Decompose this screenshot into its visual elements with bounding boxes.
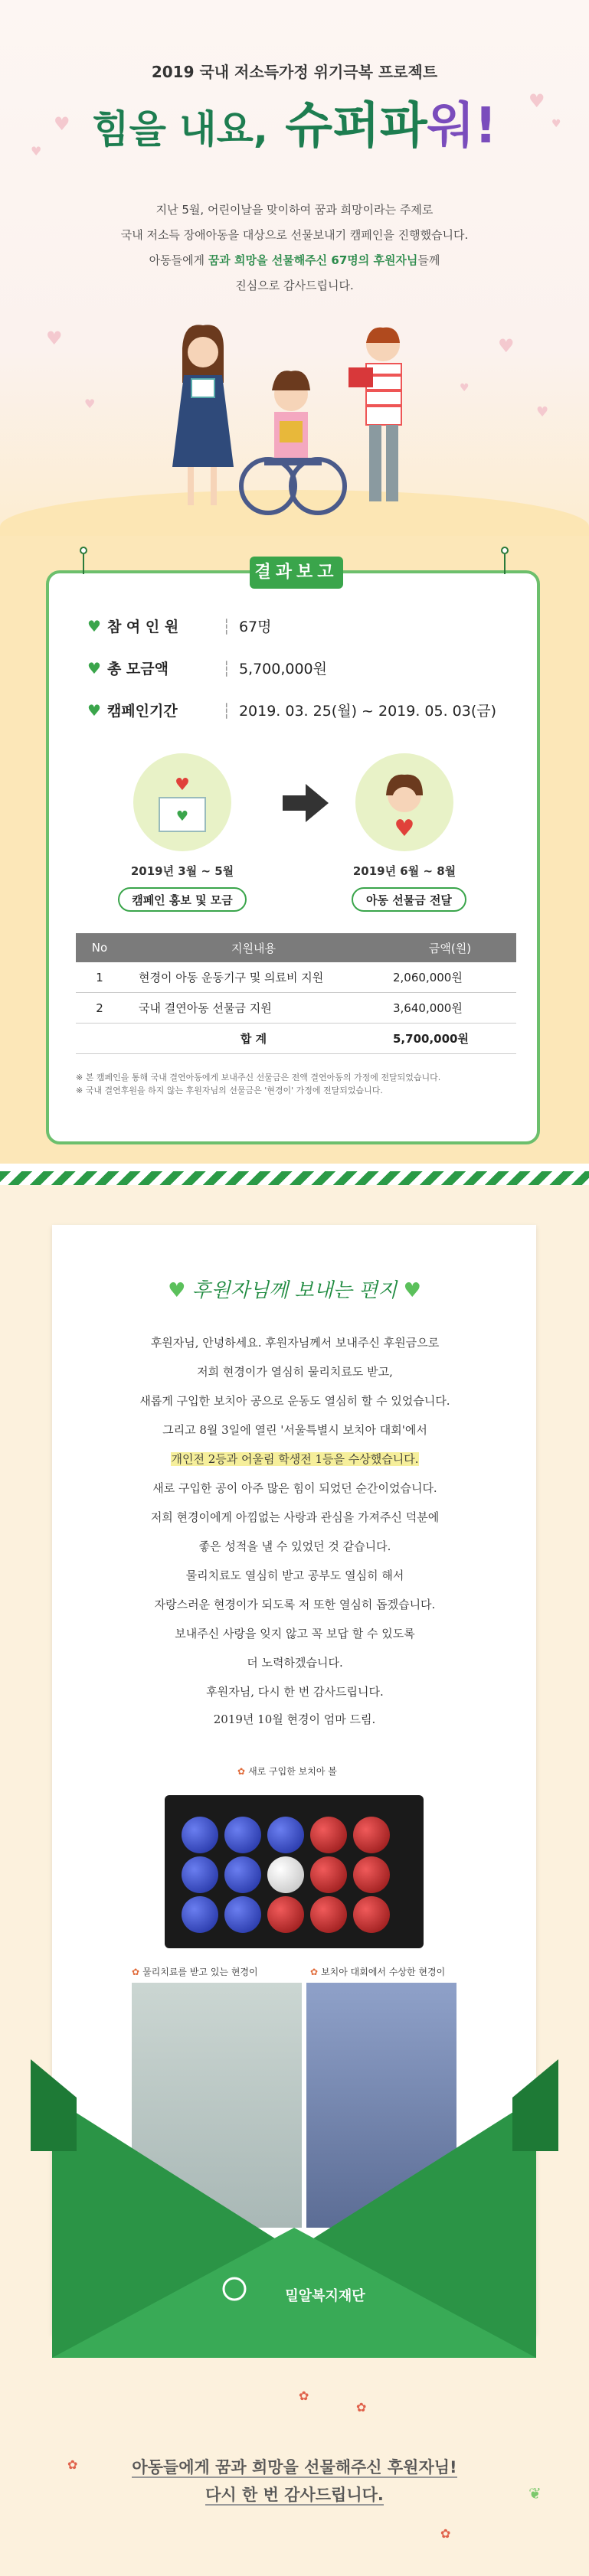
letter-line: 보내주신 사랑을 잊지 않고 꼭 보답 할 수 있도록 bbox=[175, 1627, 415, 1641]
child-gift-icon bbox=[355, 753, 453, 851]
letter-line: 후원자님, 안녕하세요. 후원자님께서 보내주신 후원금으로 bbox=[150, 1336, 440, 1350]
letter-line: 새로 구입한 공이 아주 많은 힘이 되었던 순간이었습니다. bbox=[152, 1481, 437, 1495]
tulip-icon: ✿ bbox=[440, 2526, 451, 2541]
divider-bar: ┆ bbox=[221, 703, 231, 720]
hero-title bbox=[0, 96, 589, 160]
arrow-right-icon bbox=[283, 784, 329, 822]
hero-section bbox=[0, 0, 589, 582]
heart-icon: ♥ bbox=[460, 382, 470, 394]
result-tab: 결과보고 bbox=[250, 557, 343, 589]
heart-icon: ♥ bbox=[46, 328, 63, 349]
letter-highlight: 개인전 2등과 어울림 학생전 1등을 수상했습니다. bbox=[171, 1452, 419, 1466]
heart-icon: ♥ bbox=[84, 397, 96, 411]
heart-icon: ♥ bbox=[536, 404, 549, 420]
letter-signature: 2019년 10월 현경이 엄마 드림. bbox=[213, 1712, 376, 1726]
white-ball bbox=[267, 1856, 304, 1893]
heart-check-icon: ♥ bbox=[87, 701, 101, 720]
hero-description bbox=[0, 198, 589, 299]
info-value: 5,700,000원 bbox=[238, 661, 327, 677]
tulip-icon: ✿ bbox=[299, 2388, 309, 2403]
blue-ball bbox=[182, 1817, 218, 1853]
result-section bbox=[0, 536, 589, 1164]
step2-label: 아동 선물금 전달 bbox=[352, 887, 466, 912]
table-header-row bbox=[76, 933, 516, 962]
blue-ball bbox=[224, 1896, 261, 1933]
svg-text:♥: ♥ bbox=[175, 808, 189, 824]
step2-date: 2019년 6월 ~ 8월 bbox=[352, 864, 456, 878]
red-ball bbox=[353, 1817, 390, 1853]
caption-photo1 bbox=[132, 1965, 258, 1978]
closing-line bbox=[0, 2454, 589, 2481]
info-total bbox=[87, 658, 327, 678]
red-ball bbox=[353, 1896, 390, 1933]
red-ball bbox=[310, 1817, 347, 1853]
column-header: 지원내용 bbox=[123, 933, 384, 962]
tulip-icon: ✿ bbox=[356, 2400, 367, 2414]
caption-balls bbox=[237, 1765, 337, 1778]
hero-subtitle: 2019 국내 저소득가정 위기극복 프로젝트 bbox=[151, 63, 438, 81]
tulip-icon: ✿ bbox=[67, 2457, 78, 2472]
table-total-row bbox=[76, 1024, 516, 1054]
letter-body bbox=[92, 1328, 498, 1706]
kids-illustration bbox=[161, 322, 421, 528]
blue-ball bbox=[182, 1896, 218, 1933]
blue-ball bbox=[224, 1817, 261, 1853]
closing-line bbox=[0, 2481, 589, 2509]
table-row bbox=[76, 962, 516, 993]
envelope-flap-left bbox=[31, 2059, 77, 2151]
donation-box-illustration bbox=[133, 753, 231, 851]
heart-icon: ♥ bbox=[498, 335, 515, 357]
svg-text:♥: ♥ bbox=[175, 775, 190, 795]
info-label: 캠페인기간 bbox=[106, 703, 178, 720]
red-ball bbox=[353, 1856, 390, 1893]
step1-date: 2019년 3월 ~ 5월 bbox=[130, 864, 234, 878]
table-row bbox=[76, 993, 516, 1024]
heart-icon: ♥ bbox=[54, 113, 70, 135]
column-header: 금액(원) bbox=[384, 933, 516, 962]
envelope-front bbox=[52, 2098, 536, 2358]
caption-photo2 bbox=[310, 1965, 445, 1978]
info-period bbox=[87, 700, 496, 720]
cell-amount: 2,060,000원 bbox=[384, 962, 516, 993]
info-label: 총 모금액 bbox=[106, 661, 169, 677]
letter-line: 새롭게 구입한 보치아 공으로 운동도 열심히 할 수 있었습니다. bbox=[139, 1394, 450, 1408]
hero-title-part2: 슈퍼파 bbox=[285, 98, 427, 155]
closing-text: 다시 한 번 감사드립니다. bbox=[205, 2486, 384, 2504]
result-card bbox=[46, 563, 540, 1144]
heart-icon: ♥ bbox=[403, 1279, 421, 1302]
cell-amount: 3,640,000원 bbox=[384, 993, 516, 1024]
closing-message bbox=[0, 2454, 589, 2509]
info-value: 67명 bbox=[238, 619, 272, 635]
caption-text: 보치아 대회에서 수상한 현경이 bbox=[321, 1967, 446, 1977]
donation-box-icon bbox=[133, 753, 231, 851]
step1-label: 캠페인 홍보 및 모금 bbox=[118, 887, 247, 912]
notes bbox=[76, 1071, 520, 1097]
cell-content: 국내 결연아동 선물금 지원 bbox=[123, 993, 384, 1024]
cell-no: 1 bbox=[76, 962, 123, 993]
letter-title bbox=[0, 1275, 589, 1303]
cell-empty bbox=[76, 1024, 123, 1054]
tulip-icon: ✿ bbox=[237, 1766, 246, 1777]
letter-line: 저희 현경이가 열심히 물리치료도 받고, bbox=[197, 1365, 393, 1379]
heart-check-icon: ♥ bbox=[87, 659, 101, 677]
red-ball bbox=[310, 1896, 347, 1933]
letter-line: 더 노력하겠습니다. bbox=[247, 1656, 343, 1670]
cell-content: 현경이 아동 운동기구 및 의료비 지원 bbox=[123, 962, 384, 993]
leaf-icon: ❦ bbox=[528, 2484, 542, 2503]
note: ※ 국내 결연후원을 하지 않는 후원자님의 선물금은 '현경이' 가정에 전달되었습니다. bbox=[76, 1086, 383, 1095]
caption-text: 새로 구입한 보치아 볼 bbox=[248, 1766, 337, 1777]
info-value: 2019. 03. 25(월) ~ 2019. 05. 03(금) bbox=[238, 703, 497, 720]
letter-line: 그리고 8월 3일에 열린 '서울특별시 보치아 대회'에서 bbox=[162, 1423, 427, 1437]
hero-desc-text: 아동들에게 bbox=[149, 253, 208, 267]
info-participants bbox=[87, 615, 271, 636]
foundation-logo: 밀알복지재단 bbox=[285, 2288, 365, 2304]
blue-ball bbox=[182, 1856, 218, 1893]
heart-icon: ♥ bbox=[31, 144, 42, 158]
caption-text: 물리치료를 받고 있는 현경이 bbox=[142, 1967, 258, 1977]
letter-line: 후원자님, 다시 한 번 감사드립니다. bbox=[206, 1685, 384, 1699]
column-header: No bbox=[76, 933, 123, 962]
hero-desc-line: 국내 저소득 장애아동을 대상으로 선물보내기 캠페인을 진행했습니다. bbox=[120, 228, 469, 242]
hero-desc-line bbox=[0, 248, 589, 273]
heart-icon: ♥ bbox=[551, 118, 561, 130]
fund-table bbox=[76, 933, 516, 1054]
boccia-balls-photo bbox=[165, 1795, 424, 1948]
heart-check-icon: ♥ bbox=[87, 617, 101, 635]
red-ball bbox=[310, 1856, 347, 1893]
pin-icon bbox=[501, 547, 509, 574]
blue-ball bbox=[224, 1856, 261, 1893]
child-gift-illustration bbox=[355, 753, 453, 851]
letter-line: 저희 현경이에게 아낌없는 사랑과 관심을 가져주신 덕분에 bbox=[150, 1510, 440, 1524]
tulip-icon: ✿ bbox=[310, 1967, 319, 1977]
svg-text:♥: ♥ bbox=[394, 815, 415, 842]
divider-bar: ┆ bbox=[221, 661, 231, 677]
letter-title-text: 후원자님께 보내는 편지 bbox=[191, 1279, 398, 1302]
hero-desc-text: 들께 bbox=[417, 253, 440, 267]
blue-ball bbox=[267, 1817, 304, 1853]
letter-line: 좋은 성적을 낼 수 있었던 것 같습니다. bbox=[198, 1539, 391, 1553]
stripe-divider bbox=[0, 1171, 589, 1185]
letter-line: 물리치료도 열심히 받고 공부도 열심히 해서 bbox=[185, 1569, 404, 1582]
cell-total-label: 합 계 bbox=[123, 1024, 384, 1054]
hero-title-part1: 힘을 내요, bbox=[92, 107, 268, 152]
info-label: 참 여 인 원 bbox=[106, 619, 179, 635]
tulip-icon: ✿ bbox=[132, 1967, 140, 1977]
hero-desc-highlight: 꿈과 희망을 선물해주신 67명의 후원자님 bbox=[208, 253, 418, 267]
hero-desc-line: 진심으로 감사드립니다. bbox=[235, 279, 354, 292]
heart-icon: ♥ bbox=[168, 1279, 186, 1302]
cell-no: 2 bbox=[76, 993, 123, 1024]
heart-icon: ♥ bbox=[528, 90, 545, 112]
envelope-flap-right bbox=[512, 2059, 558, 2151]
hero-desc-line: 지난 5월, 어린이날을 맞이하여 꿈과 희망이라는 주제로 bbox=[155, 203, 434, 217]
letter-line bbox=[92, 1445, 498, 1474]
closing-text: 아동들에게 꿈과 희망을 선물해주신 후원자님! bbox=[132, 2458, 457, 2476]
note: ※ 본 캠페인을 통해 국내 결연아동에게 보내주신 선물금은 전액 결연아동의 가정에 전달되었습니다. bbox=[76, 1073, 441, 1082]
pin-icon bbox=[80, 547, 87, 574]
divider-bar: ┆ bbox=[221, 619, 231, 635]
cell-total-amount: 5,700,000원 bbox=[384, 1024, 516, 1054]
hero-title-part3: 워! bbox=[427, 98, 497, 155]
letter-line: 자랑스러운 현경이가 되도록 저 또한 열심히 돕겠습니다. bbox=[154, 1598, 436, 1611]
red-ball bbox=[267, 1896, 304, 1933]
